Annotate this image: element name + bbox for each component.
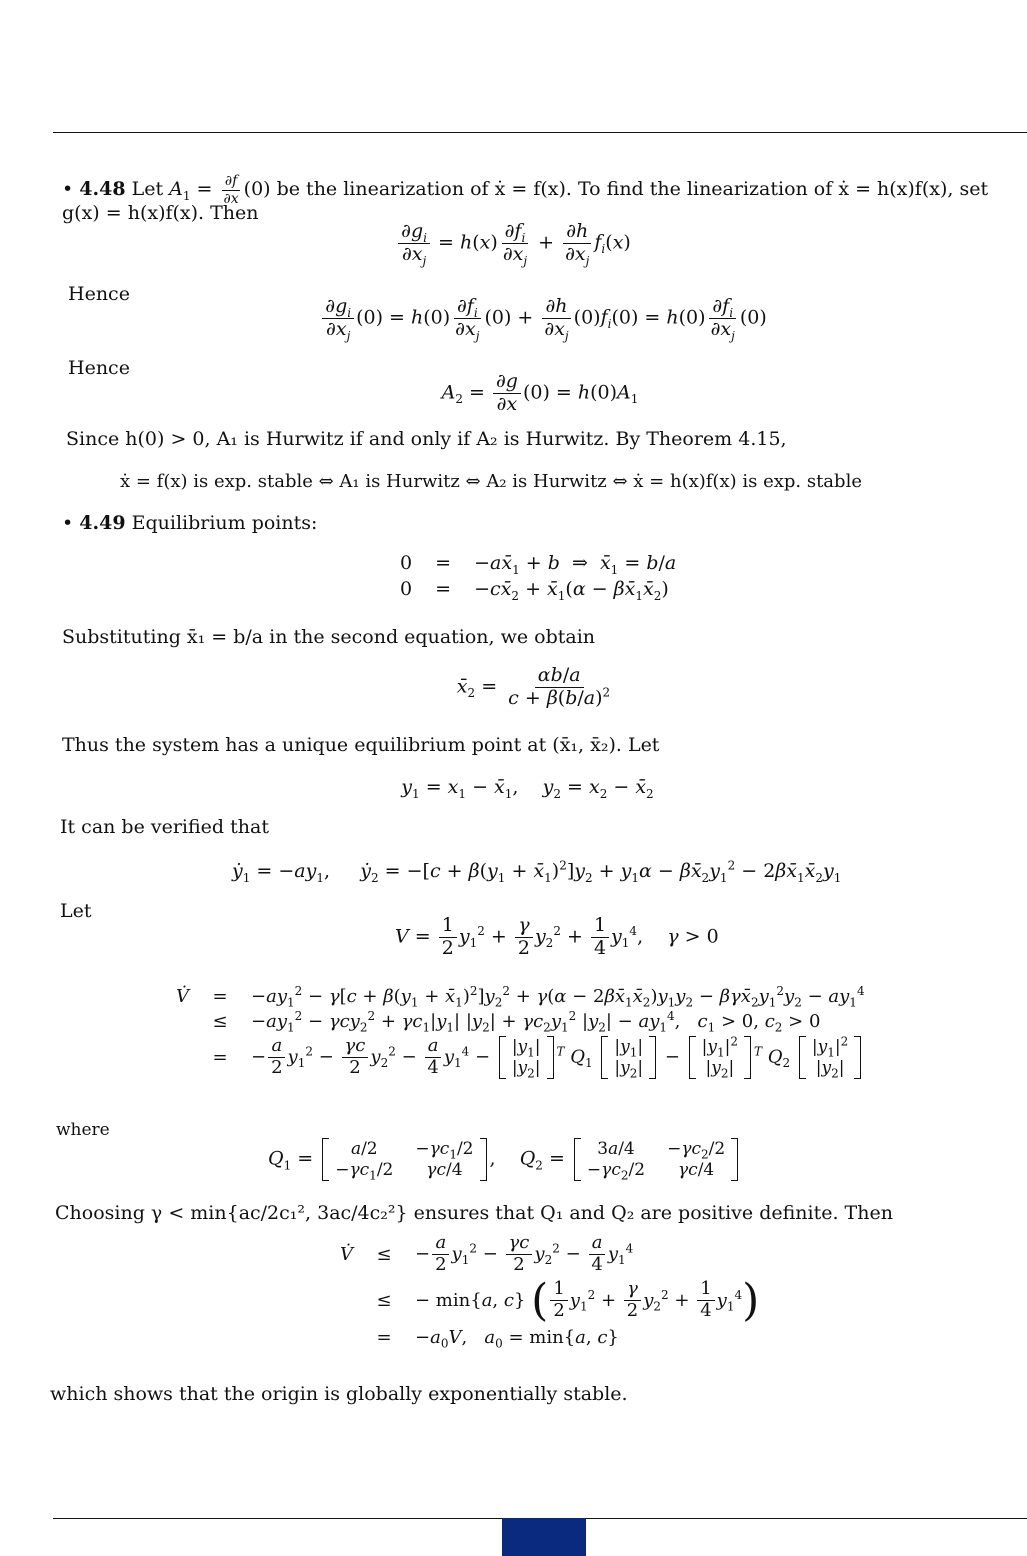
equation-lyapunov-v: V = $\frac{1}{2}$ $y_1^2$ + $\frac{\gamma}{2}$ $y_2^2$ + $\frac{1}{4}$ $y_1^4$, γ > 0 (395, 914, 719, 959)
problem-number: 4.49 (79, 512, 126, 534)
thus-text: Thus the system has a unique equilibrium point at (x̄₁, x̄₂). Let (62, 734, 660, 756)
choosing-text: Choosing γ < min{ac/2c₁², 3ac/4c₂²} ensures that Q₁ and Q₂ are positive definite. Then (55, 1202, 893, 1224)
equation-q-matrices: $Q_1$ = a/2 $-\gamma c_1/2$ $-\gamma c_1/2$ γc/4 , $Q_2$ = 3a/4 $-\gamma c_2/2$ $-\gamma c_2/2$ γc/4 (268, 1138, 741, 1181)
hence-label-2: Hence (68, 357, 130, 379)
equation-a2: $A_2$ = $\frac{\partial g}{\partial x}$ $(0) = h(0)A_1$ (441, 370, 639, 415)
bullet: • (62, 178, 74, 201)
page-footer-box (502, 1518, 586, 1556)
problem-number: 4.48 (79, 178, 126, 201)
partial-fraction: $\frac{\partial f}{\partial x}$ (223, 173, 239, 207)
top-rule (53, 132, 1027, 133)
verified-text: It can be verified that (60, 816, 269, 838)
problem-448-intro: • 4.48 Let $A_1$ = $\frac{\partial f}{\partial x}$ (0) be the linearization of ẋ = f(x). To find the linearization of ẋ = h(x)f(x), set (62, 173, 989, 207)
since-text: Since h(0) > 0, A₁ is Hurwitz if and only if A₂ is Hurwitz. By Theorem 4.15, (66, 428, 787, 450)
let-label: Let (60, 900, 92, 922)
bullet: • (62, 512, 74, 534)
equation-change-of-variables: $y_1 = x_1$ − $x̄_1$, $y_2 = x_2$ − $x̄_2$ (401, 776, 654, 801)
equation-dg-dx: $\frac{\partial g_i}{\partial x_j}$ = h(x) $\frac{\partial f_i}{\partial x_j}$ + $\frac{\partial h}{\partial x_j}$ $f_i(x)$ (0, 222, 1027, 265)
equation-v-dot-derivation: V̇ = $-ay_1^2 - \gamma[c + \beta(y_1$ + $x̄_1)^2]y_2^2 + \gamma(\alpha$ − $2\beta x̄_1x̄_2)y_1y_2$ − $\beta\gamma x̄_2y_1^2y_2 - ay_1^4$ ≤ $-ay_1^2 - \gamma cy_2^2 + \gamma c_1|y_1|$ $|y_2| + \gamma c_2y_1^2$ $|y_2| - ay_1^4$, $c_1 > 0$, $c_2 > 0$ = − $\frac{a}{2}$ $y_1^2$ − $\frac{\gamma c}{2}$ $y_2^2$ − $\frac{a}{4}$ $y_1^4$ − $|y_1|$ $|y_2|$ $^T$ $Q_1$ $|y_1|$ $|y_2|$ − $|y_1|^2$ $|y_2|$ $^T$ $Q_2$ $|y_1|^2$ $|y_2|$ (176, 984, 865, 1081)
where-label: where (56, 1120, 110, 1140)
equilibrium-equations: 0 = $-ax̄_1 + b$ ⇒ $x̄_1 = b/a$ 0 = $-cx̄_2$ + $x̄_1(\alpha$ − $\beta x̄_1x̄_2$) (400, 552, 677, 603)
hence-label-1: Hence (68, 283, 130, 305)
conclusion-text: which shows that the origin is globally exponentially stable. (50, 1383, 628, 1405)
stability-equivalence-chain: ẋ = f(x) is exp. stable ⇔ A₁ is Hurwitz ⇔ A₂ is Hurwitz ⇔ ẋ = h(x)f(x) is exp. stable (120, 471, 862, 492)
heading-text: Equilibrium points: (131, 512, 318, 534)
problem-448-intro-2: g(x) = h(x)f(x). Then (62, 202, 259, 224)
equation-y-dot: ẏ$_1$ = $-ay_1$, ẏ$_2$ = $-[c + \beta(y_1$ + $x̄_1)^2]y_2 + y_1\alpha$ − $\beta x̄_2y_1^2$ − $2\beta x̄_1x̄_2y_1$ (232, 858, 842, 885)
problem-449-heading (62, 512, 317, 534)
intro-text: be the linearization of ẋ = f(x). To find the linearization of ẋ = h(x)f(x), set (276, 178, 989, 201)
substituting-text: Substituting x̄₁ = b/a in the second equation, we obtain (62, 626, 596, 648)
equation-v-dot-bound: V̇ ≤ − $\frac{a}{2}$ $y_1^2$ − $\frac{\gamma c}{2}$ $y_2^2$ − $\frac{a}{4}$ $y_1^4$ ≤ − min{a, c} ( $\frac{1}{2}$ $y_1^2$ + $\frac{\gamma}{2}$ $y_2^2$ + $\frac{1}{4}$ $y_1^4$) = $-a_0V$, $a_0 = \min\{a$, c} (340, 1232, 760, 1351)
equation-dg-dx-at-zero: $\frac{\partial g_i}{\partial x_j}$ (0) = h(0) $\frac{\partial f_i}{\partial x_j}$ (0) + $\frac{\partial h}{\partial x_j}$ $(0)f_i(0) = h(0)$ $\frac{\partial f_i}{\partial x_j}$ (0) (0, 297, 1027, 340)
equation-x2-bar: $x̄_2$ = $\frac{\alpha b/a}{c + \beta(b/a)^2}$ (456, 664, 611, 709)
